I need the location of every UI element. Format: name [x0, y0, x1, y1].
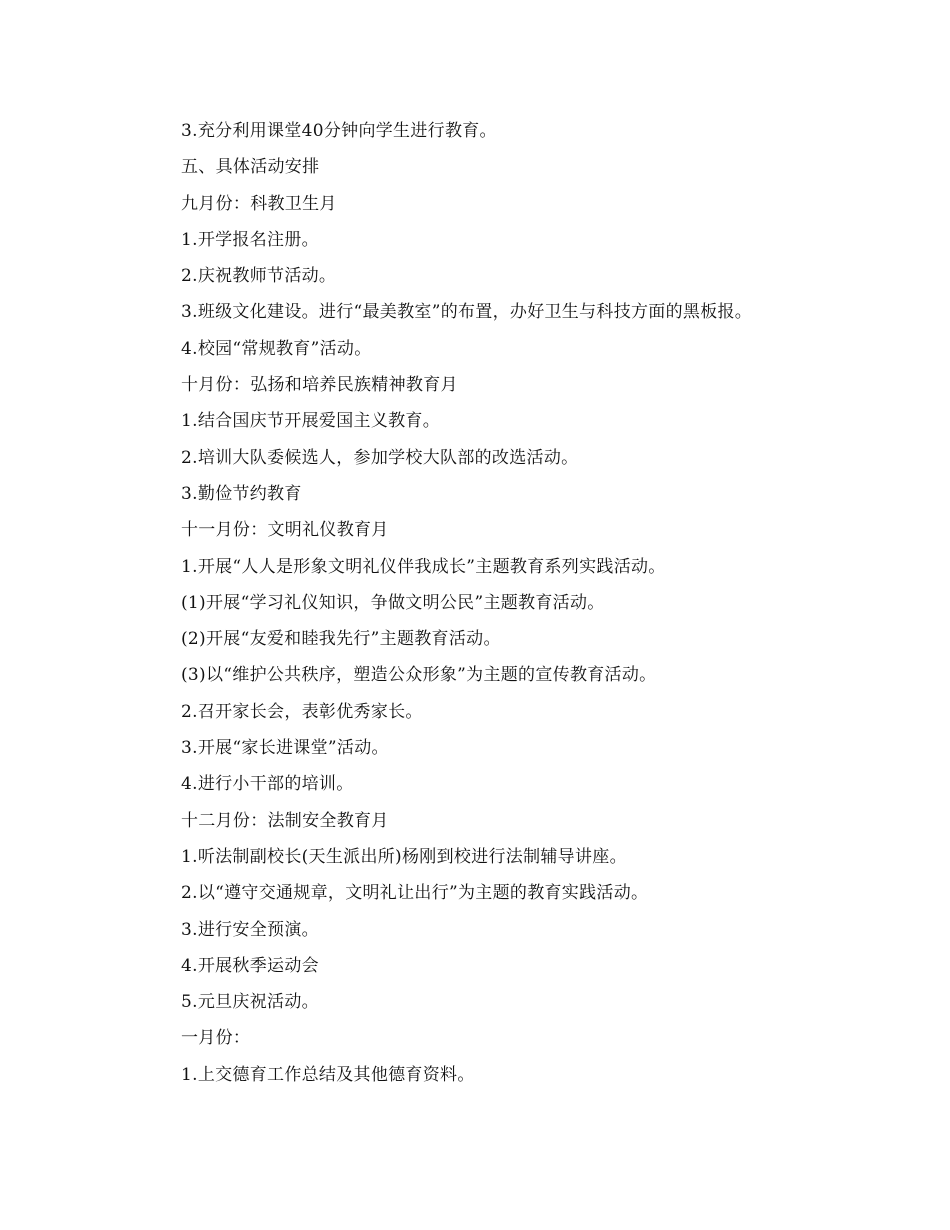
- list-item: 2.以“遵守交通规章，文明礼让出行”为主题的教育实践活动。: [181, 883, 649, 904]
- list-item: 4.开展秋季运动会: [181, 955, 319, 976]
- sub-list-item: (3)以“维护公共秩序，塑造公众形象”为主题的宣传教育活动。: [181, 665, 657, 686]
- list-item: 3.进行安全预演。: [181, 919, 319, 940]
- month-heading: 十二月份：法制安全教育月: [181, 810, 389, 831]
- section-heading: 五、具体活动安排: [181, 157, 320, 178]
- list-item: 1.结合国庆节开展爱国主义教育。: [181, 411, 441, 432]
- list-item: 4.进行小干部的培训。: [181, 774, 354, 795]
- body-line: 3.充分利用课堂40分钟向学生进行教育。: [181, 121, 497, 141]
- list-item: 1.开展“人人是形象文明礼仪伴我成长”主题教育系列实践活动。: [181, 556, 666, 577]
- list-item: 4.校园“常规教育”活动。: [181, 338, 372, 359]
- list-item: 2.庆祝教师节活动。: [181, 266, 337, 287]
- list-item: 1.上交德育工作总结及其他德育资料。: [181, 1064, 475, 1085]
- month-heading: 九月份：科教卫生月: [181, 193, 337, 214]
- sub-list-item: (2)开展“友爱和睦我先行”主题教育活动。: [181, 629, 501, 650]
- list-item: 3.勤俭节约教育: [181, 483, 302, 504]
- list-item: 2.培训大队委候选人，参加学校大队部的改选活动。: [181, 447, 579, 468]
- list-item: 1.开学报名注册。: [181, 229, 319, 250]
- list-item: 3.班级文化建设。进行“最美教室”的布置，办好卫生与科技方面的黑板报。: [181, 302, 753, 323]
- list-item: 5.元旦庆祝活动。: [181, 992, 319, 1013]
- list-item: 3.开展“家长进课堂”活动。: [181, 738, 389, 759]
- sub-list-item: (1)开展“学习礼仪知识，争做文明公民”主题教育活动。: [181, 592, 605, 613]
- list-item: 1.听法制副校长(天生派出所)杨刚到校进行法制辅导讲座。: [181, 846, 627, 867]
- month-heading: 十月份：弘扬和培养民族精神教育月: [181, 375, 458, 396]
- month-heading: 十一月份：文明礼仪教育月: [181, 520, 389, 541]
- month-heading: 一月份：: [181, 1028, 251, 1049]
- document-body: [181, 113, 881, 1093]
- list-item: 2.召开家长会，表彰优秀家长。: [181, 701, 423, 722]
